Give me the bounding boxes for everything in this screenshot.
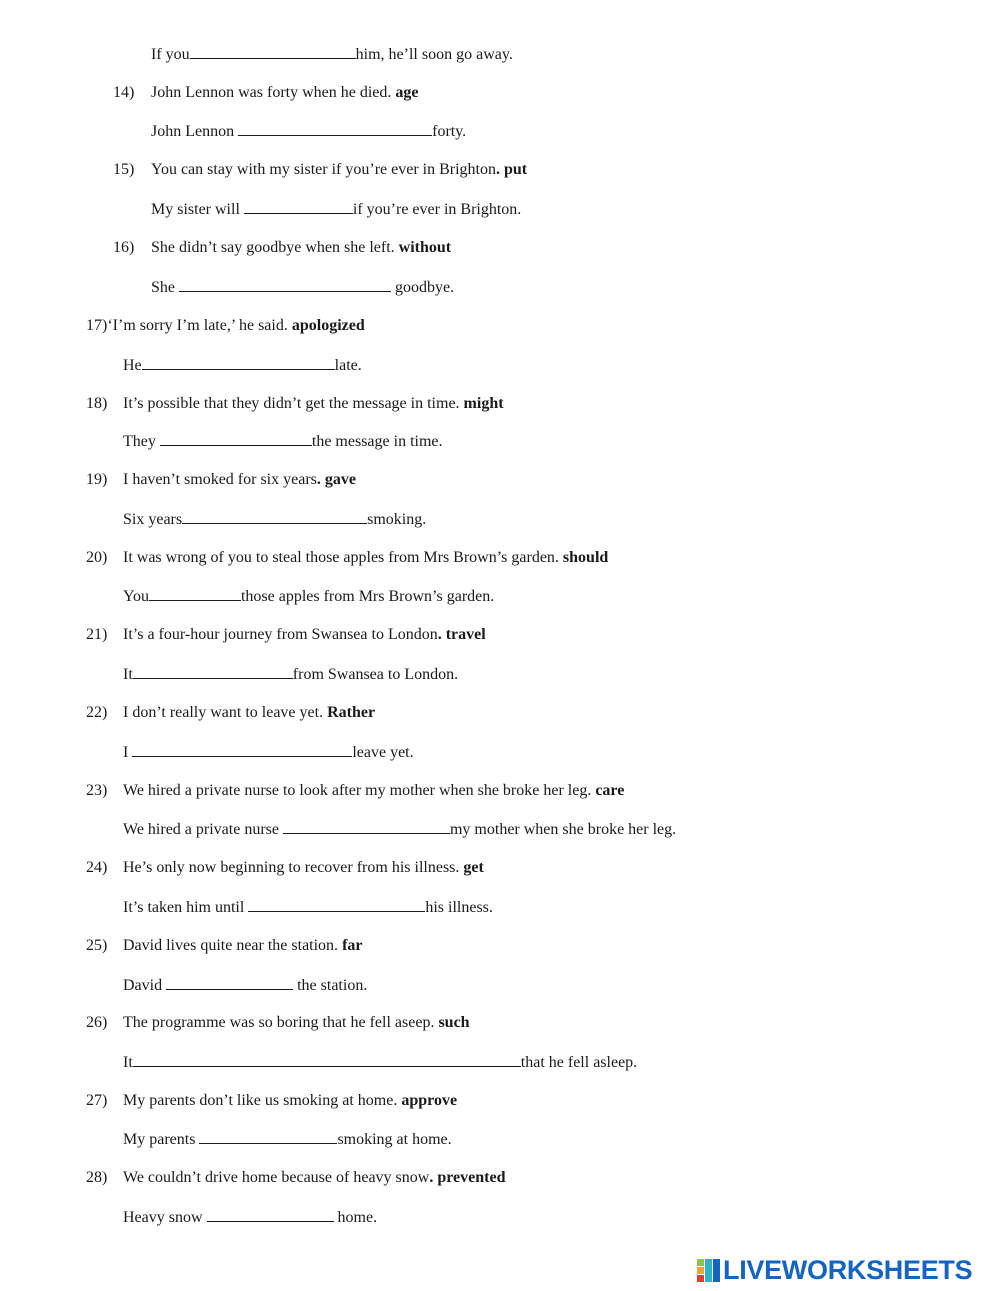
- question-prompt-18: It’s possible that they didn’t get the message in time. might: [123, 395, 504, 412]
- keyword-23: care: [595, 782, 625, 799]
- question-number-23: 23): [86, 782, 108, 799]
- keyword-19: . gave: [316, 471, 356, 488]
- answer-blank-18[interactable]: [160, 431, 312, 446]
- answer-line-24: It’s taken him until his illness.: [123, 899, 493, 916]
- answer-line-26: It that he fell asleep.: [123, 1054, 638, 1071]
- answer-line-18: They the message in time.: [123, 433, 443, 450]
- question-prompt-17: 17)‘I’m sorry I’m late,’ he said. apologized: [86, 317, 365, 334]
- keyword-14: age: [395, 84, 419, 101]
- question-number-17: 17): [86, 317, 108, 334]
- answer-blank-28[interactable]: [207, 1207, 334, 1222]
- answer-blank-25[interactable]: [166, 975, 293, 990]
- answer-blank-23[interactable]: [283, 819, 450, 834]
- question-number-22: 22): [86, 704, 108, 721]
- question-prompt-20: It was wrong of you to steal those apples from Mrs Brown’s garden. should: [123, 549, 609, 566]
- question-number-21: 21): [86, 626, 108, 643]
- answer-line-21: It from Swansea to London.: [123, 666, 459, 683]
- question-number-25: 25): [86, 937, 108, 954]
- question-prompt-24: He’s only now beginning to recover from his illness. get: [123, 859, 484, 876]
- keyword-20: should: [562, 549, 609, 566]
- keyword-21: . travel: [437, 626, 486, 643]
- keyword-15: . put: [496, 161, 528, 178]
- question-prompt-27: My parents don’t like us smoking at home. approve: [123, 1092, 458, 1109]
- liveworksheets-logo-icon: [697, 1257, 721, 1283]
- answer-blank-17[interactable]: [142, 355, 335, 370]
- answer-blank-19[interactable]: [182, 509, 367, 524]
- question-prompt-19: I haven’t smoked for six years. gave: [123, 471, 356, 488]
- answer-line-23: We hired a private nurse my mother when she broke her leg.: [123, 821, 677, 838]
- answer-blank-20[interactable]: [149, 586, 241, 601]
- keyword-16: without: [398, 239, 452, 256]
- question-number-20: 20): [86, 549, 108, 566]
- question-number-27: 27): [86, 1092, 108, 1109]
- answer-line-22: I leave yet.: [123, 744, 414, 761]
- question-prompt-23: We hired a private nurse to look after my mother when she broke her leg. care: [123, 782, 625, 799]
- liveworksheets-wordmark: LIVEWORKSHEETS: [723, 1254, 973, 1285]
- answer-line-13: If you him, he’ll soon go away.: [151, 46, 513, 63]
- answer-blank-22[interactable]: [132, 742, 352, 757]
- keyword-28: . prevented: [429, 1169, 506, 1186]
- keyword-24: get: [463, 859, 484, 876]
- question-prompt-25: David lives quite near the station. far: [123, 937, 363, 954]
- question-number-28: 28): [86, 1169, 108, 1186]
- question-prompt-14: John Lennon was forty when he died. age: [151, 84, 419, 101]
- keyword-25: far: [342, 937, 363, 954]
- question-prompt-21: It’s a four-hour journey from Swansea to London. travel: [123, 626, 486, 643]
- answer-line-16: She goodbye.: [151, 279, 455, 296]
- answer-line-27: My parents smoking at home.: [123, 1131, 452, 1148]
- question-prompt-22: I don’t really want to leave yet. Rather: [123, 704, 376, 721]
- question-number-19: 19): [86, 471, 108, 488]
- answer-line-15: My sister will if you’re ever in Brighton.: [151, 201, 522, 218]
- answer-line-28: Heavy snow home.: [123, 1209, 378, 1226]
- answer-line-25: David the station.: [123, 977, 368, 994]
- keyword-17: apologized: [291, 317, 365, 334]
- question-prompt-15: You can stay with my sister if you’re ever in Brighton. put: [151, 161, 528, 178]
- answer-blank-24[interactable]: [248, 897, 425, 912]
- question-number-18: 18): [86, 395, 108, 412]
- question-prompt-16: She didn’t say goodbye when she left. without: [151, 239, 452, 256]
- question-number-14: 14): [113, 84, 135, 101]
- keyword-18: might: [463, 395, 504, 412]
- question-number-15: 15): [113, 161, 135, 178]
- answer-blank-21[interactable]: [133, 664, 293, 679]
- liveworksheets-logo: [697, 1254, 972, 1286]
- keyword-22: Rather: [327, 704, 376, 721]
- question-number-26: 26): [86, 1014, 108, 1031]
- answer-blank-27[interactable]: [199, 1129, 337, 1144]
- keyword-26: such: [438, 1014, 470, 1031]
- answer-blank-26[interactable]: [133, 1052, 521, 1067]
- question-prompt-28: We couldn’t drive home because of heavy snow. prevented: [123, 1169, 506, 1186]
- answer-blank-16[interactable]: [179, 277, 391, 292]
- answer-line-20: You those apples from Mrs Brown’s garden.: [123, 588, 495, 605]
- answer-blank-13[interactable]: [190, 44, 356, 59]
- answer-line-14: John Lennon forty.: [151, 123, 467, 140]
- answer-line-17: He late.: [123, 357, 362, 374]
- keyword-27: approve: [401, 1092, 458, 1109]
- question-number-16: 16): [113, 239, 135, 256]
- question-number-24: 24): [86, 859, 108, 876]
- answer-blank-14[interactable]: [238, 121, 432, 136]
- answer-blank-15[interactable]: [244, 199, 353, 214]
- question-prompt-26: The programme was so boring that he fell aseep. such: [123, 1014, 470, 1031]
- answer-line-19: Six years smoking.: [123, 511, 427, 528]
